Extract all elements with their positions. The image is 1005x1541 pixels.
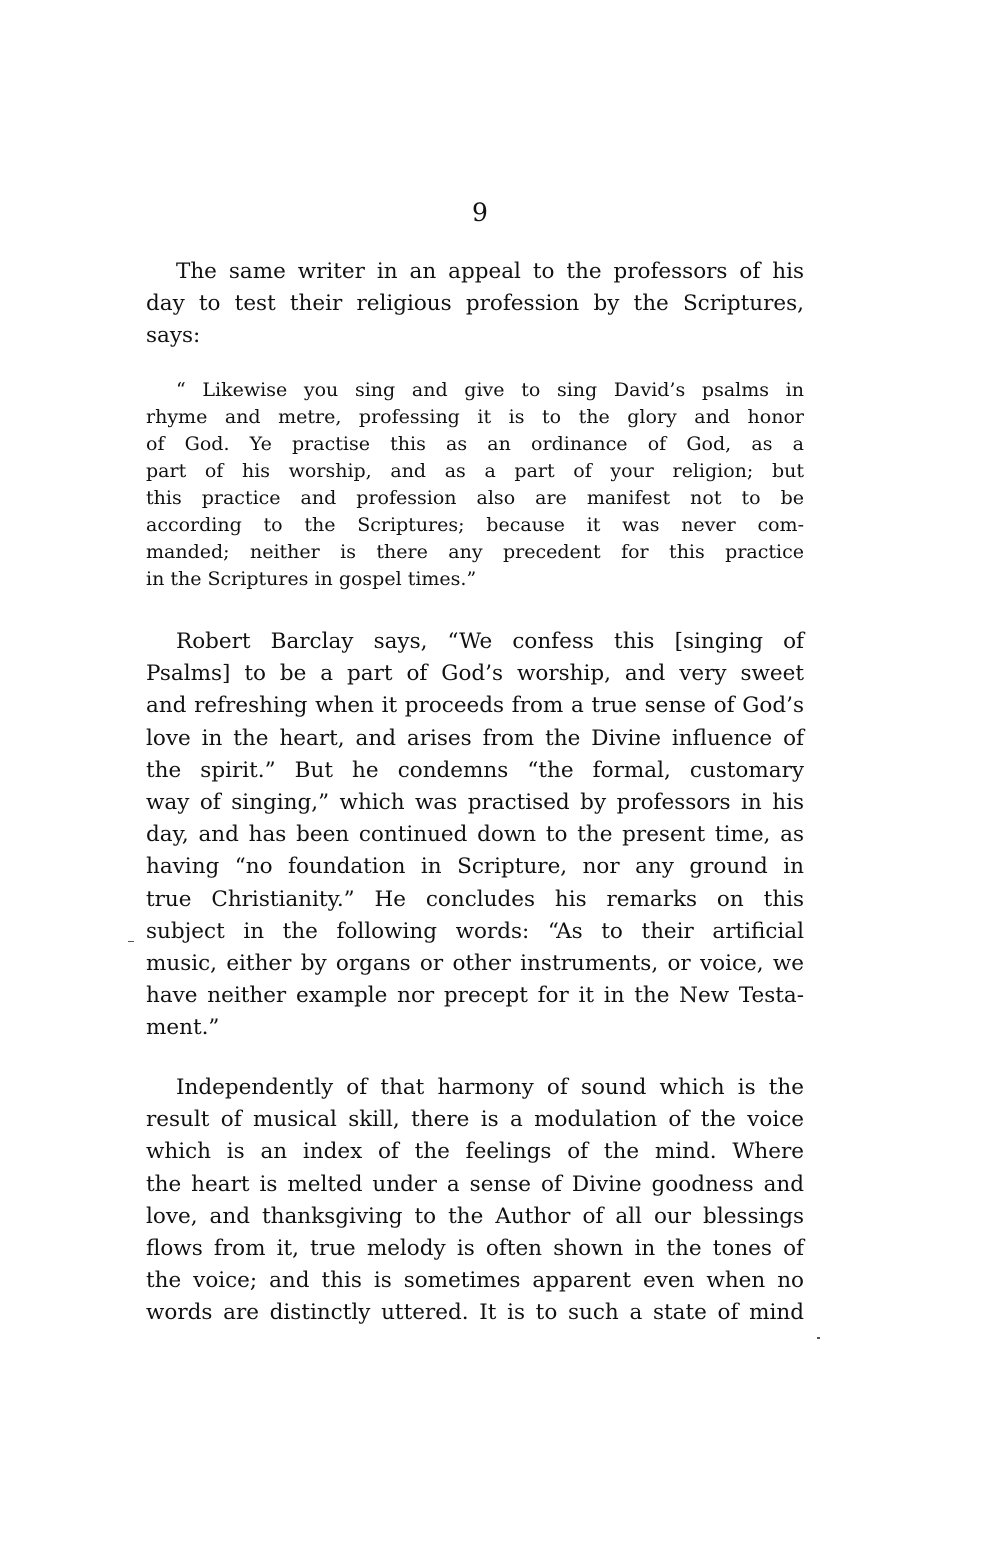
text-line: day to test their religious profession by the Scriptures, [146,291,804,317]
quote-line: manded; neither is there any precedent for this practice [146,541,804,563]
text-line: love in the heart, and arises from the Divine influence of [146,725,804,751]
text-line: have neither example nor precept for it in the New Testa- [146,983,804,1009]
text-line: Robert Barclay says, “We confess this [singing of [176,629,804,654]
text-line: music, either by organs or other instruments, or voice, we [146,951,804,977]
text-line: which is an index of the feelings of the mind. Where [146,1139,804,1165]
text-line: the spirit.” But he condemns “the formal, customary [146,757,804,783]
paragraph-independently [146,1072,804,1330]
text-line: way of singing,” which was practised by professors in his [146,790,804,816]
text-line: result of musical skill, there is a modulation of the voice [146,1107,804,1133]
block-quote [146,377,804,593]
text-line: the heart is melted under a sense of Divine goodness and [146,1171,804,1197]
text-line: true Christianity.” He concludes his remarks on this [146,886,804,912]
quote-line: of God. Ye practise this as an ordinance of God, as a [146,433,804,455]
quote-line: rhyme and metre, professing it is to the glory and honor [146,406,804,428]
paragraph-barclay [146,626,804,1045]
text-line: The same writer in an appeal to the professors of his [176,259,804,284]
text-line: words are distinctly uttered. It is to such a state of mind [146,1300,804,1326]
text-line: ment.” [146,1015,220,1041]
quote-line: in the Scriptures in gospel times.” [146,568,477,590]
paragraph-intro [146,256,804,353]
text-line: having “no foundation in Scripture, nor any ground in [146,854,804,880]
text-line: Independently of that harmony of sound which is the [176,1075,804,1100]
scan-mark [128,941,134,942]
text-line: subject in the following words: “As to their artificial [146,918,804,944]
page-number: 9 [472,198,488,227]
text-line: says: [146,323,201,349]
quote-line: part of his worship, and as a part of your religion; but [146,460,804,482]
quote-line: according to the Scriptures; because it was never com- [146,514,804,536]
scan-mark [817,1337,820,1339]
quote-line: this practice and profession also are manifest not to be [146,487,804,509]
text-line: Psalms] to be a part of God’s worship, and very sweet [146,661,804,687]
text-line: flows from it, true melody is often shown in the tones of [146,1236,804,1262]
text-line: the voice; and this is sometimes apparent even when no [146,1268,804,1294]
text-line: day, and has been continued down to the present time, as [146,822,804,848]
text-line: and refreshing when it proceeds from a true sense of God’s [146,693,804,719]
text-line: love, and thanksgiving to the Author of all our blessings [146,1203,804,1229]
quote-line: “ Likewise you sing and give to sing David’s psalms in [176,379,804,401]
